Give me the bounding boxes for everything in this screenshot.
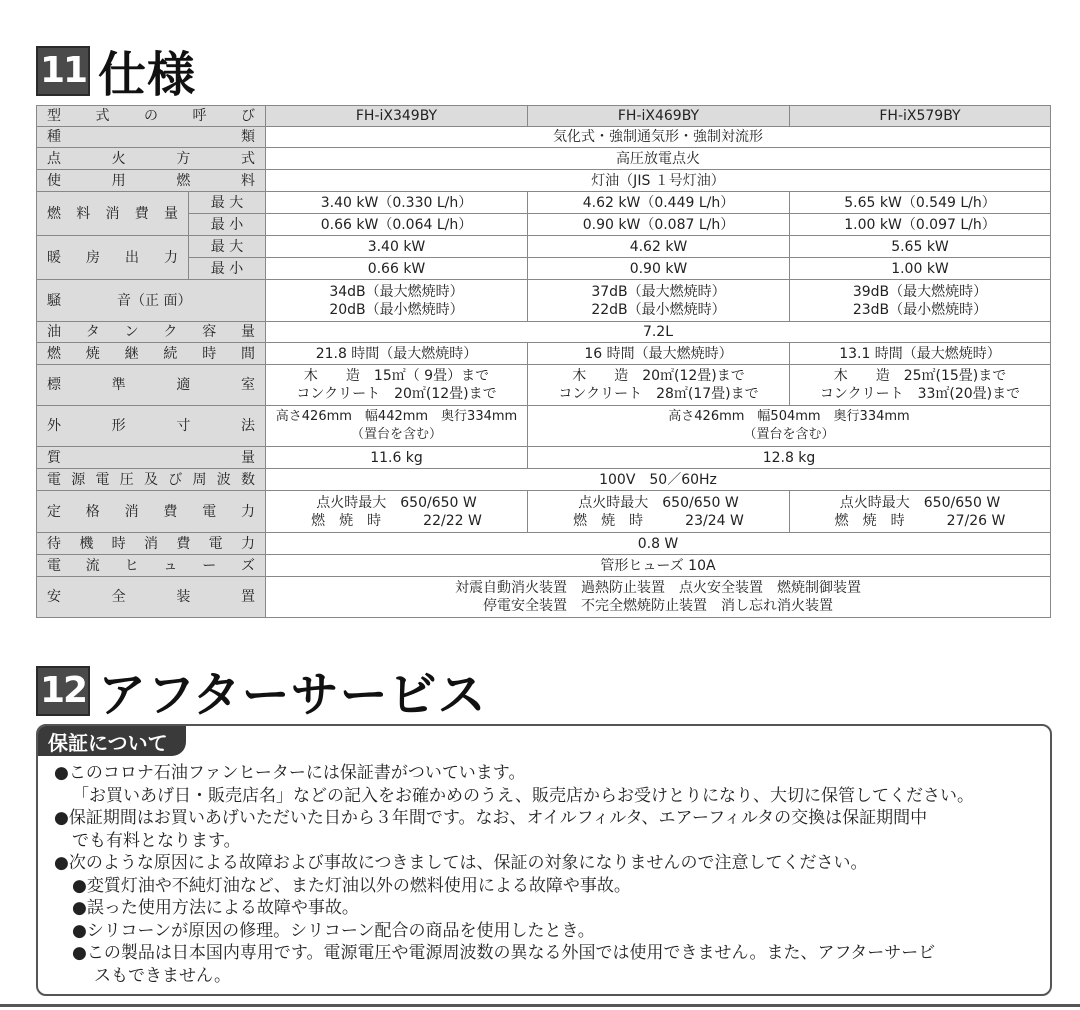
label-rated-power: [37, 491, 266, 533]
table-row: [37, 555, 1051, 577]
label-char: 準: [111, 377, 126, 393]
label-char: 焼: [85, 345, 100, 362]
cell: [528, 280, 790, 322]
label-char: 量: [240, 324, 255, 340]
label-char: 容: [202, 324, 217, 340]
cell-line: 点火時最大 650/650 W: [316, 494, 477, 511]
cell: [266, 491, 528, 533]
cell: [266, 406, 528, 447]
label-output: [37, 236, 189, 280]
label-char: ヒ: [124, 557, 139, 574]
cell-line: 燃 焼 時 27/26 W: [834, 512, 1006, 529]
section-number: 12: [36, 666, 90, 716]
note-line: ●誤った使用方法による故障や事故。: [72, 898, 359, 918]
cell: 0.90 kW（0.087 L/h）: [528, 214, 790, 236]
label-char: 数: [241, 471, 255, 488]
label-char: 種: [47, 129, 61, 145]
table-row: [37, 533, 1051, 555]
label-max: 最 大: [189, 236, 266, 258]
note-line: スもできません。: [94, 965, 232, 986]
label-mass: [37, 447, 266, 469]
label-char: 周: [192, 471, 207, 488]
label-char: 圧: [119, 471, 134, 488]
label-char: ン: [124, 324, 139, 340]
label-min: 最 小: [189, 258, 266, 280]
label-char: 力: [164, 249, 178, 266]
table-row: [37, 280, 1051, 322]
cell-line: 木 造 15㎡（ 9畳）まで: [303, 368, 490, 384]
cell: 3.40 kW（0.330 L/h）: [266, 192, 528, 214]
note-line: ●この製品は日本国内専用です。電源電圧や電源周波数の異なる外国では使用できません。また、アフターサービ: [72, 943, 936, 963]
table-row: [37, 148, 1051, 170]
label-char: タ: [85, 324, 100, 340]
label-ignition: [37, 148, 266, 170]
label-char: 式: [95, 108, 110, 124]
label-char: び: [168, 471, 183, 488]
cell-line: 34dB（最大燃焼時）: [329, 283, 464, 300]
label-char: 室: [240, 377, 255, 393]
warranty-notes: [54, 762, 1044, 987]
section-11-header: [36, 36, 196, 105]
label-char: 安: [47, 589, 61, 605]
label-safety: [37, 577, 266, 618]
label-char: ズ: [240, 557, 255, 574]
table-row: [37, 127, 1051, 148]
note-line: ●シリコーンが原因の修理。シリコーン配合の商品を使用したとき。: [72, 920, 595, 941]
label-char: 電: [47, 557, 61, 574]
cell: [528, 365, 790, 406]
label-char: 式: [240, 150, 255, 167]
label-char: 格: [85, 503, 100, 520]
label-char: 全: [111, 589, 126, 605]
label-burn-time: [37, 343, 266, 365]
label-char: 装: [176, 589, 191, 605]
cell: [790, 491, 1051, 533]
label-standby-power: [37, 533, 266, 555]
cell-line: 燃 焼 時 23/24 W: [573, 512, 744, 529]
power-supply-value: 100V 50／60Hz: [266, 469, 1051, 491]
cell: 4.62 kW: [528, 236, 790, 258]
label-char: 方: [176, 150, 191, 167]
cell-line: 39dB（最大燃焼時）: [852, 283, 988, 300]
table-row: [37, 192, 1051, 214]
model-name: FH-iX579BY: [790, 106, 1051, 127]
warranty-tag: 保証について: [38, 726, 186, 756]
cell-line: （置台を含む）: [743, 427, 835, 442]
label-char: 形: [111, 418, 126, 434]
label-power-supply: [37, 469, 266, 491]
cell-line: 高さ426mm 幅504mm 奥行334mm: [668, 409, 910, 424]
label-char: 外: [47, 418, 61, 434]
label-char: 出: [125, 249, 139, 266]
cell: 16 時間（最大燃焼時）: [528, 343, 790, 365]
label-char: 費: [176, 535, 191, 552]
cell: 1.00 kW: [790, 258, 1051, 280]
cell-line: 停電安全装置 不完全燃焼防止装置 消し忘れ消火装置: [483, 598, 833, 614]
cell-line: 高さ426mm 幅442mm 奥行334mm: [275, 409, 518, 424]
label-room: [37, 365, 266, 406]
cell: 5.65 kW: [790, 236, 1051, 258]
label-max: 最 大: [189, 192, 266, 214]
label-noise: 騒 音（正 面）: [37, 280, 266, 322]
cell: 13.1 時間（最大燃焼時）: [790, 343, 1051, 365]
label-char: 燃: [47, 345, 61, 362]
cell: 11.6 kg: [266, 447, 528, 469]
note-line: ●このコロナ石油ファンヒーターには保証書がついています。: [54, 763, 526, 783]
cell-line: コンクリート 28㎡(17畳)まで: [558, 386, 759, 402]
cell: [266, 365, 528, 406]
label-char: 定: [47, 503, 61, 520]
label-char: ー: [202, 557, 217, 574]
label-char: 使: [47, 172, 61, 189]
cell-line: 点火時最大 650/650 W: [578, 494, 739, 511]
label-char: 時: [111, 535, 126, 552]
section-title: 仕様: [98, 47, 197, 103]
label-char: 量: [241, 449, 255, 466]
label-fuel: [37, 170, 266, 192]
table-row: [37, 106, 1051, 127]
standby-value: 0.8 W: [266, 533, 1051, 555]
label-char: 電: [208, 535, 223, 552]
label-char: 燃: [47, 205, 61, 222]
label-fuse: [37, 555, 266, 577]
label-char: 用: [111, 172, 126, 189]
table-row: [37, 214, 1051, 236]
label-consumption: [37, 192, 189, 236]
table-row: [37, 491, 1051, 533]
label-char: 料: [240, 172, 255, 189]
label-char: 房: [86, 249, 100, 266]
cell-line: 燃 焼 時 22/22 W: [311, 512, 482, 529]
label-char: 間: [240, 345, 255, 362]
model-name: FH-iX349BY: [266, 106, 528, 127]
label-char: 点: [47, 150, 61, 167]
cell: 0.90 kW: [528, 258, 790, 280]
cell-line: コンクリート 33㎡(20畳)まで: [819, 386, 1021, 402]
tank-value: 7.2L: [266, 322, 1051, 343]
label-char: 及: [144, 471, 158, 488]
cell: 3.40 kW: [266, 236, 528, 258]
bottom-rule: [0, 1004, 1080, 1007]
model-name: FH-iX469BY: [528, 106, 790, 127]
label-char: 力: [240, 503, 255, 520]
section-number: 11: [36, 46, 90, 96]
label-char: 適: [176, 377, 191, 393]
label-char: 消: [124, 503, 139, 520]
label-char: 継: [124, 345, 139, 362]
label-char: 法: [240, 418, 255, 434]
label-char: 燃: [176, 172, 191, 189]
cell: 1.00 kW（0.097 L/h）: [790, 214, 1051, 236]
note-line: 「お買いあげ日・販売店名」などの記入をお確かめのうえ、販売店からお受けとりになり、大切に保管してください。: [72, 785, 975, 806]
note-line: でも有料となります。: [72, 830, 241, 851]
cell-line: 23dB（最小燃焼時）: [852, 301, 988, 318]
cell: 0.66 kW: [266, 258, 528, 280]
label-char: 電: [202, 503, 217, 520]
cell: [266, 280, 528, 322]
label-char: 消: [105, 205, 120, 222]
cell: [528, 491, 790, 533]
cell-line: 点火時最大 650/650 W: [839, 494, 1001, 511]
table-row: [37, 343, 1051, 365]
type-value: 気化式・強制通気形・強制対流形: [266, 127, 1051, 148]
spec-table: [36, 105, 1051, 618]
label-char: 呼: [192, 108, 207, 124]
label-type: [37, 127, 266, 148]
table-row: [37, 447, 1051, 469]
note-line: ●保証期間はお買いあげいただいた日から３年間です。なお、オイルフィルタ、エアーフィルタの交換は保証期間中: [54, 808, 928, 828]
cell: 21.8 時間（最大燃焼時）: [266, 343, 528, 365]
table-row: [37, 170, 1051, 192]
cell-line: 対震自動消火装置 過熱防止装置 点火安全装置 燃焼制御装置: [455, 580, 861, 596]
table-row: [37, 406, 1051, 447]
note-line: ●次のような原因による故障および事故につきましては、保証の対象になりませんので注意してください。: [54, 853, 868, 873]
label-char: 流: [85, 557, 100, 574]
label-char: 類: [241, 129, 255, 145]
table-row: [37, 577, 1051, 618]
cell: [790, 365, 1051, 406]
cell-line: 木 造 20㎡(12畳)まで: [572, 368, 745, 384]
cell: [528, 406, 1051, 447]
cell-line: コンクリート 20㎡(12畳)まで: [296, 386, 497, 402]
label-min: 最 小: [189, 214, 266, 236]
label-char: 費: [163, 503, 178, 520]
label-model: [37, 106, 266, 127]
table-row: [37, 469, 1051, 491]
label-char: 力: [240, 535, 255, 552]
label-tank: [37, 322, 266, 343]
label-char: 火: [111, 150, 126, 167]
fuse-value: 管形ヒューズ 10A: [266, 555, 1051, 577]
label-char: 暖: [47, 249, 61, 266]
label-char: 時: [202, 345, 217, 362]
cell-line: 20dB（最小燃焼時）: [329, 301, 464, 318]
table-row: [37, 322, 1051, 343]
ignition-value: 高圧放電点火: [266, 148, 1051, 170]
cell-line: 37dB（最大燃焼時）: [591, 283, 726, 300]
table-row: [37, 365, 1051, 406]
cell: 12.8 kg: [528, 447, 1051, 469]
label-char: 待: [47, 535, 61, 552]
cell: 5.65 kW（0.549 L/h）: [790, 192, 1051, 214]
cell-line: 22dB（最小燃焼時）: [591, 301, 726, 318]
label-char: 機: [79, 535, 94, 552]
cell: 0.66 kW（0.064 L/h）: [266, 214, 528, 236]
section-12-header: [36, 656, 487, 725]
label-char: ュ: [163, 557, 178, 574]
section-title: アフターサービス: [98, 667, 487, 723]
label-char: ク: [163, 324, 178, 340]
cell: 4.62 kW（0.449 L/h）: [528, 192, 790, 214]
label-char: 型: [47, 108, 61, 124]
fuel-value: 灯油（JIS １号灯油）: [266, 170, 1051, 192]
label-char: 寸: [176, 418, 191, 434]
label-char: 費: [134, 205, 149, 222]
label-char: 電: [95, 471, 110, 488]
label-char: 量: [164, 205, 178, 222]
label-char: 源: [71, 471, 86, 488]
label-size: [37, 406, 266, 447]
label-char: 油: [47, 324, 61, 340]
label-char: 料: [76, 205, 91, 222]
label-char: 波: [216, 471, 231, 488]
label-char: 続: [163, 345, 178, 362]
label-char: 標: [47, 377, 61, 393]
safety-value: [266, 577, 1051, 618]
table-row: [37, 258, 1051, 280]
cell-line: 木 造 25㎡(15畳)まで: [833, 368, 1007, 384]
cell-line: （置台を含む）: [350, 427, 442, 442]
label-char: 置: [240, 589, 255, 605]
note-line: ●変質灯油や不純灯油など、また灯油以外の燃料使用による故障や事故。: [72, 875, 631, 896]
label-char: の: [144, 108, 158, 124]
label-char: 電: [47, 471, 61, 488]
label-char: 消: [143, 535, 158, 552]
label-char: び: [241, 108, 255, 124]
table-row: [37, 236, 1051, 258]
label-char: 質: [47, 449, 61, 466]
cell: [790, 280, 1051, 322]
